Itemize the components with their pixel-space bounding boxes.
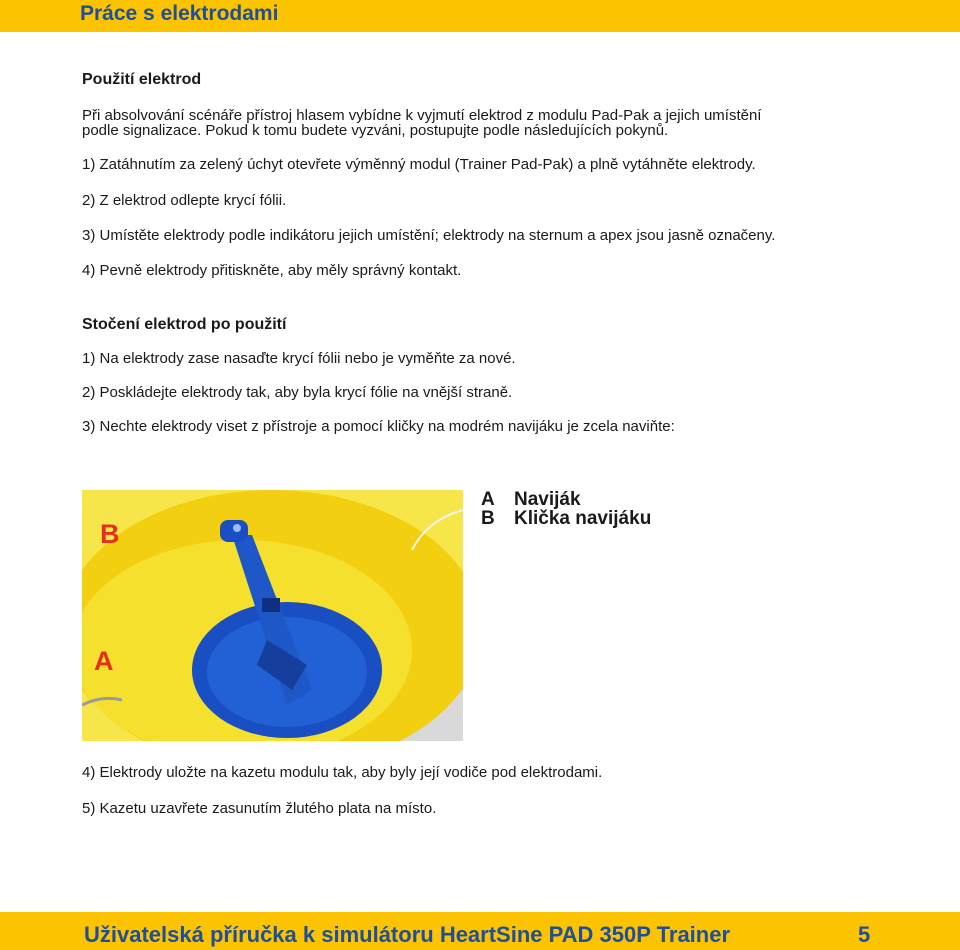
legend-letter-a: A [481, 489, 495, 510]
reel-slot-mark [262, 598, 280, 612]
roll-step-4: 4) Elektrody uložte na kazetu modulu tak, aby byly její vodiče pod elektrodami. [82, 764, 603, 781]
legend-text-b: Klička navijáku [514, 508, 652, 529]
roll-step-1: 1) Na elektrody zase nasaďte krycí fólii nebo je vyměňte za nové. [82, 350, 516, 367]
reel-photo [82, 490, 463, 741]
legend-item-b [481, 508, 651, 530]
intro-paragraph-line-1: Při absolvování scénáře přístroj hlasem vybídne k vyjmutí elektrod z modulu Pad-Pak a jejich umístění [82, 107, 762, 124]
header-bar [0, 0, 960, 32]
roll-step-2: 2) Poskládejte elektrody tak, aby byla krycí fólie na vnější straně. [82, 384, 513, 401]
section-heading-roll: Stočení elektrod po použití [82, 316, 287, 333]
roll-step-3: 3) Nechte elektrody viset z přístroje a pomocí kličky na modrém navijáku je zcela naviňte: [82, 418, 675, 435]
use-step-3: 3) Umístěte elektrody podle indikátoru jejich umístění; elektrody na sternum a apex jsou jasně označeny. [82, 227, 776, 244]
reel-knob [220, 520, 248, 542]
footer-bar [0, 912, 960, 950]
label-a: A [94, 646, 114, 676]
use-step-1: 1) Zatáhnutím za zelený úchyt otevřete výměnný modul (Trainer Pad-Pak) a plně vytáhněte elektrody. [82, 156, 756, 173]
page-number: 5 [858, 922, 871, 947]
footer-title: Uživatelská příručka k simulátoru HeartSine PAD 350P Trainer [84, 922, 731, 947]
label-b: B [100, 519, 120, 549]
legend-letter-b: B [481, 508, 495, 529]
roll-step-5: 5) Kazetu uzavřete zasunutím žlutého plata na místo. [82, 800, 437, 817]
intro-paragraph-line-2: podle signalizace. Pokud k tomu budete vyzváni, postupujte podle následujících pokynů. [82, 122, 669, 139]
use-step-2: 2) Z elektrod odlepte krycí fólii. [82, 192, 287, 209]
reel-knob-highlight [233, 524, 241, 532]
page-title: Práce s elektrodami [80, 2, 279, 25]
legend-text-a: Naviják [514, 489, 581, 510]
reel-illustration [82, 490, 463, 741]
use-step-4: 4) Pevně elektrody přitiskněte, aby měly správný kontakt. [82, 262, 462, 279]
section-heading-use: Použití elektrod [82, 71, 202, 88]
